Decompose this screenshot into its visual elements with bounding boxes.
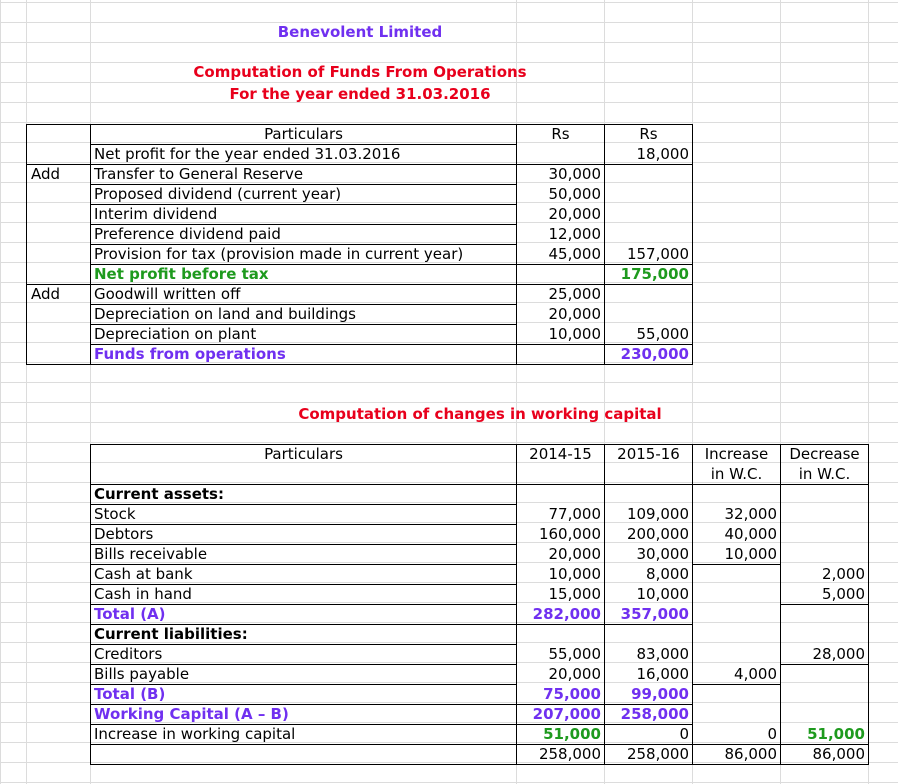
wc-increase-value: 0	[767, 725, 777, 743]
wc-increase-value	[693, 604, 777, 624]
company-name: Benevolent Limited	[277, 23, 443, 41]
wc-increase-value	[693, 704, 777, 724]
funds-side-label	[31, 224, 89, 244]
funds-row-label: Transfer to General Reserve	[94, 165, 304, 183]
wc-2014-value: 51,000	[543, 725, 601, 743]
wc-increase-value: 10,000	[724, 545, 777, 563]
wc-2015-value: 258,000	[620, 705, 689, 723]
wc-decrease-value	[781, 484, 865, 504]
funds-rs2-value: 18,000	[636, 145, 689, 163]
wc-decrease-value	[781, 604, 865, 624]
funds-side-label	[31, 344, 89, 364]
wc-row-label: Bills payable	[94, 665, 190, 683]
wc-decrease-value: 51,000	[807, 725, 865, 743]
wc-increase-value	[693, 484, 777, 504]
wc-increase-value: 86,000	[724, 745, 777, 763]
funds-rs1-value	[517, 344, 601, 364]
wc-2014-value: 75,000	[543, 685, 601, 703]
wc-row-label: Current assets:	[94, 485, 224, 503]
funds-rs1-value	[517, 144, 601, 164]
funds-side-label	[31, 264, 89, 284]
wc-2015-value	[605, 484, 689, 504]
wc-decrease-value: 86,000	[812, 745, 865, 763]
wc-2015-value: 0	[679, 725, 689, 743]
wc-2015-value	[605, 624, 689, 644]
wc-increase-value	[693, 564, 777, 584]
wc-col-decrease: Decrease	[789, 445, 860, 463]
wc-2015-value: 357,000	[620, 605, 689, 623]
wc-decrease-value	[781, 504, 865, 524]
funds-side-label	[31, 204, 89, 224]
wc-2014-value: 258,000	[538, 745, 601, 763]
wc-row-label: Debtors	[94, 525, 154, 543]
wc-col-decrease-sub: in W.C.	[798, 465, 851, 483]
funds-rs1-value: 10,000	[548, 325, 601, 343]
funds-side-label	[31, 304, 89, 324]
wc-increase-value	[693, 584, 777, 604]
funds-rs1-value: 20,000	[548, 205, 601, 223]
wc-2015-value: 30,000	[636, 545, 689, 563]
wc-row-label: Creditors	[94, 645, 163, 663]
funds-rs2-value	[605, 204, 689, 224]
wc-2014-value	[517, 484, 601, 504]
wc-2015-value: 10,000	[636, 585, 689, 603]
wc-decrease-value: 28,000	[812, 645, 865, 663]
wc-col-2014: 2014-15	[529, 445, 592, 463]
funds-title: Computation of Funds From Operations	[193, 63, 527, 81]
wc-decrease-value	[781, 704, 865, 724]
funds-row-label: Preference dividend paid	[94, 225, 281, 243]
wc-2015-value: 258,000	[626, 745, 689, 763]
funds-row-label: Net profit for the year ended 31.03.2016	[94, 145, 401, 163]
wc-2015-value: 8,000	[646, 565, 689, 583]
wc-decrease-value: 2,000	[822, 565, 865, 583]
funds-row-label: Depreciation on land and buildings	[94, 305, 356, 323]
wc-row-label: Working Capital (A – B)	[94, 705, 289, 723]
funds-row-label: Depreciation on plant	[94, 325, 257, 343]
wc-increase-value: 40,000	[724, 525, 777, 543]
funds-side-label	[31, 324, 89, 344]
wc-row-label: Bills receivable	[94, 545, 208, 563]
wc-col-increase-sub: in W.C.	[710, 465, 763, 483]
funds-rs1-value: 25,000	[548, 285, 601, 303]
wc-row-label: Total (A)	[94, 605, 166, 623]
funds-side-label	[31, 244, 89, 264]
wc-2014-value: 207,000	[532, 705, 601, 723]
funds-rs2-value	[605, 304, 689, 324]
funds-col-rs1: Rs	[551, 125, 570, 143]
wc-decrease-value	[781, 664, 865, 684]
wc-increase-value	[693, 684, 777, 704]
wc-increase-value	[693, 624, 777, 644]
funds-rs2-value: 157,000	[626, 245, 689, 263]
wc-2014-value: 15,000	[548, 585, 601, 603]
funds-row-label: Interim dividend	[94, 205, 218, 223]
wc-decrease-value: 5,000	[822, 585, 865, 603]
wc-2015-value: 83,000	[636, 645, 689, 663]
wc-row-label: Cash at bank	[94, 565, 193, 583]
wc-increase-value: 32,000	[724, 505, 777, 523]
wc-2014-value: 55,000	[548, 645, 601, 663]
funds-row-label: Funds from operations	[94, 345, 286, 363]
wc-col-particulars: Particulars	[264, 445, 343, 463]
funds-rs2-value	[605, 184, 689, 204]
wc-2014-value	[517, 624, 601, 644]
funds-row-label: Provision for tax (provision made in current year)	[94, 245, 464, 263]
wc-2014-value: 10,000	[548, 565, 601, 583]
funds-rs2-value	[605, 164, 689, 184]
wc-2015-value: 16,000	[636, 665, 689, 683]
funds-side-label: Add	[31, 165, 61, 183]
funds-rs1-value: 45,000	[548, 245, 601, 263]
wc-decrease-value	[781, 524, 865, 544]
funds-rs2-value: 175,000	[620, 265, 689, 283]
wc-decrease-value	[781, 544, 865, 564]
funds-rs2-value: 55,000	[636, 325, 689, 343]
funds-subtitle: For the year ended 31.03.2016	[229, 85, 491, 103]
funds-rs2-value	[605, 284, 689, 304]
wc-decrease-value	[781, 624, 865, 644]
funds-rs1-value: 20,000	[548, 305, 601, 323]
funds-rs1-value: 12,000	[548, 225, 601, 243]
wc-col-2015: 2015-16	[617, 445, 680, 463]
wc-2014-value: 282,000	[532, 605, 601, 623]
wc-row-label: Cash in hand	[94, 585, 192, 603]
funds-side-label	[31, 144, 89, 164]
funds-col-particulars: Particulars	[264, 125, 343, 143]
wc-2014-value: 20,000	[548, 665, 601, 683]
funds-rs1-value	[517, 264, 601, 284]
funds-row-label: Proposed dividend (current year)	[94, 185, 342, 203]
funds-side-label	[31, 184, 89, 204]
funds-side-label: Add	[31, 285, 61, 303]
wc-row-label: Increase in working capital	[94, 725, 296, 743]
funds-rs2-value	[605, 224, 689, 244]
funds-row-label: Goodwill written off	[94, 285, 241, 303]
funds-rs2-value: 230,000	[620, 345, 689, 363]
funds-rs1-value: 30,000	[548, 165, 601, 183]
wc-decrease-value	[781, 684, 865, 704]
wc-2015-value: 200,000	[626, 525, 689, 543]
wc-title: Computation of changes in working capital	[298, 405, 662, 423]
wc-row-label: Current liabilities:	[94, 625, 248, 643]
wc-increase-value	[693, 644, 777, 664]
wc-2014-value: 20,000	[548, 545, 601, 563]
wc-row-label	[94, 744, 514, 764]
wc-row-label: Total (B)	[94, 685, 166, 703]
wc-2014-value: 77,000	[548, 505, 601, 523]
wc-increase-value: 4,000	[734, 665, 777, 683]
funds-row-label: Net profit before tax	[94, 265, 269, 283]
wc-2014-value: 160,000	[538, 525, 601, 543]
funds-rs1-value: 50,000	[548, 185, 601, 203]
wc-2015-value: 109,000	[626, 505, 689, 523]
funds-col-rs2: Rs	[639, 125, 658, 143]
wc-2015-value: 99,000	[631, 685, 689, 703]
wc-row-label: Stock	[94, 505, 136, 523]
wc-col-increase: Increase	[704, 445, 769, 463]
